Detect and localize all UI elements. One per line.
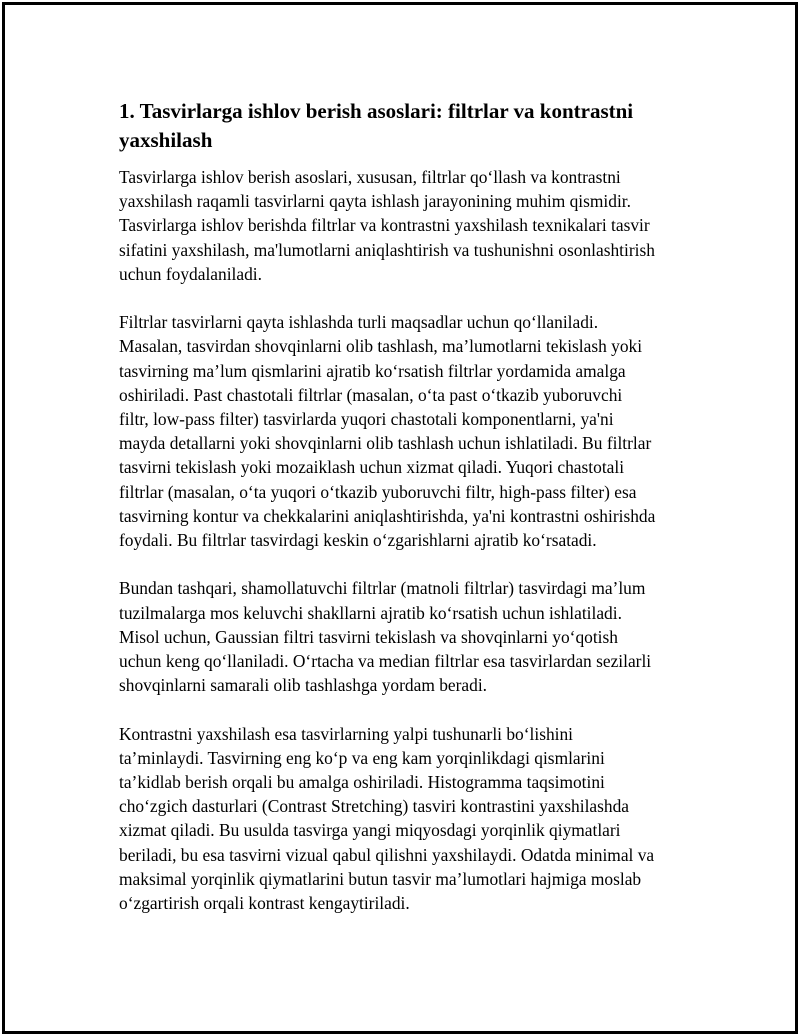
paragraph-filters: Filtrlar tasvirlarni qayta ishlashda turli maqsadlar uchun qo‘llaniladi. Masalan, tasvirdan shovqinlarni olib tashlash, ma’lumotlarni tekislash yoki tasvirning ma’lum qismlarini ajratib ko‘rsatish filtrlar yordamida amalga oshiriladi. Past chastotali filtrlar (masalan, o‘ta past o‘tkazib yuboruvchi filtr, low-pass filter) tasvirlarda yuqori chastotali komponentlarni, ya'ni mayda detallarni yoki shovqinlarni olib tashlash uchun ishlatiladi. Bu filtrlar tasvirni tekislash yoki mozaiklash uchun xizmat qiladi. Yuqori chastotali filtrlar (masalan, o‘ta yuqori o‘tkazib yuboruvchi filtr, high-pass filter) esa tasvirning kontur va chekkalarini aniqlashtirishda, ya'ni kontrastni oshirishda foydali. Bu filtrlar tasvirdagi keskin o‘zgarishlarni ajratib ko‘rsatadi. [119,312,656,551]
paragraph-intro: Tasvirlarga ishlov berish asoslari, xususan, filtrlar qo‘llash va kontrastni yaxshilash raqamli tasvirlarni qayta ishlash jarayonining muhim qismidir. Tasvirlarga ishlov berishda filtrlar va kontrastni yaxshilash texnikalari tasvir sifatini yaxshilash, ma'lumotlarni aniqlashtirish va tushunishni osonlashtirish uchun foydalaniladi. [119,167,655,284]
paragraph-special-filters: Bundan tashqari, shamollatuvchi filtrlar (matnoli filtrlar) tasvirdagi ma’lum tuzilmalarga mos keluvchi shakllarni ajratib ko‘rsatish uchun ishlatiladi. Misol uchun, Gaussian filtri tasvirni tekislash va shovqinlarni yo‘qotish uchun keng qo‘llaniladi. O‘rtacha va median filtrlar esa tasvirlardan sezilarli shovqinlarni samarali olib tashlashga yordam beradi. [119,578,652,696]
page-frame [2,2,798,1034]
document-title: 1. Tasvirlarga ishlov berish asoslari: filtrlar va kontrastni yaxshilash [119,99,634,152]
document-body [119,97,699,939]
paragraph-contrast: Kontrastni yaxshilash esa tasvirlarning yalpi tushunarli bo‘lishini ta’minlaydi. Tasvirning eng ko‘p va eng kam yorqinlikdagi qismlarini ta’kidlab berish orqali bu amalga oshiriladi. Histogramma taqsimotini cho‘zgich dasturlari (Contrast Stretching) tasviri kontrastini yaxshilashda xizmat qiladi. Bu usulda tasvirga yangi miqyosdagi yorqinlik qiymatlari beriladi, bu esa tasvirni vizual qabul qilishni yaxshilaydi. Odatda minimal va maksimal yorqinlik qiymatlarini butun tasvir ma’lumotlari hajmiga moslab o‘zgartirish orqali kontrast kengaytiriladi. [119,723,655,914]
